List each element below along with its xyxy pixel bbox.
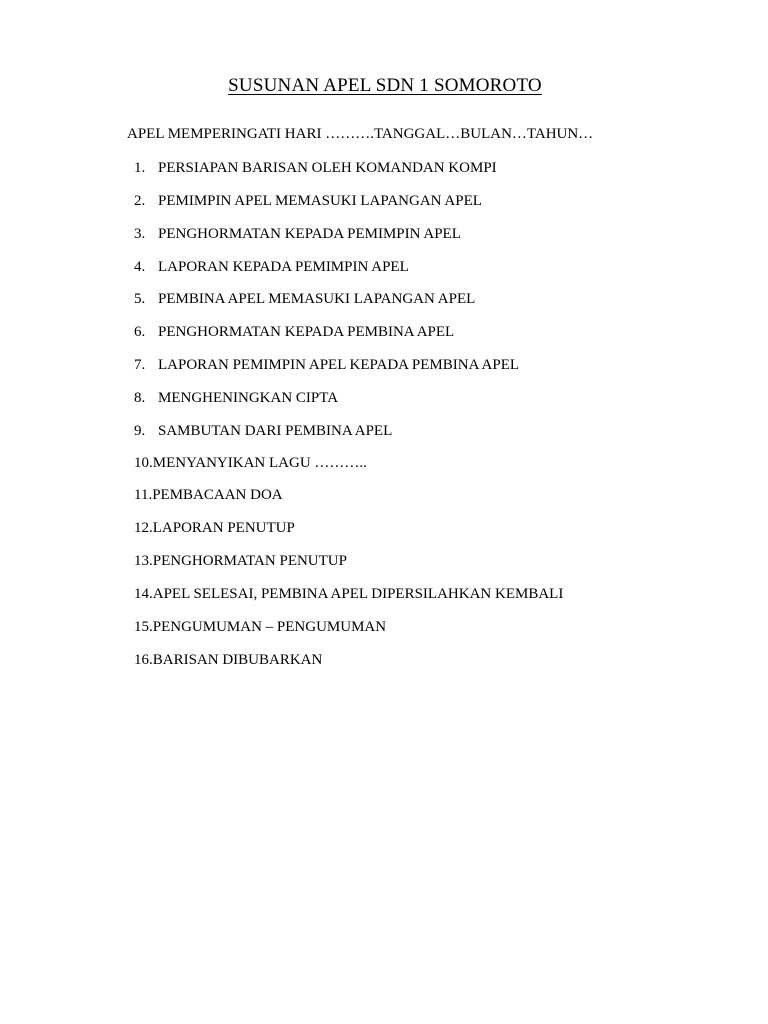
agenda-item-number: 14. (134, 586, 153, 602)
agenda-item (134, 485, 283, 505)
agenda-item-text: PENGHORMATAN KEPADA PEMIMPIN APEL (158, 226, 461, 242)
agenda-item-text: PEMBACAAN DOA (152, 487, 283, 503)
agenda-item-number: 5. (134, 291, 146, 307)
agenda-item-number: 1. (134, 160, 146, 176)
agenda-item (134, 322, 454, 342)
page-title: SUSUNAN APEL SDN 1 SOMOROTO (228, 75, 542, 96)
agenda-item-number: 10. (134, 455, 153, 471)
agenda-item (134, 257, 409, 277)
agenda-item-number: 16. (134, 652, 153, 668)
agenda-item-text: PENGUMUMAN – PENGUMUMAN (152, 619, 387, 635)
agenda-item-text: PEMIMPIN APEL MEMASUKI LAPANGAN APEL (158, 193, 482, 209)
agenda-item-number: 13. (134, 553, 153, 569)
agenda-item-number: 11. (134, 487, 153, 503)
agenda-item-number: 4. (134, 259, 146, 275)
agenda-item-number: 3. (134, 226, 146, 242)
agenda-item (134, 224, 461, 244)
agenda-item-text: PEMBINA APEL MEMASUKI LAPANGAN APEL (158, 291, 476, 307)
agenda-item (134, 388, 338, 408)
agenda-item-text: PENGHORMATAN KEPADA PEMBINA APEL (158, 324, 455, 340)
agenda-item (134, 584, 563, 604)
agenda-item (134, 453, 367, 473)
agenda-item-text: PENGHORMATAN PENUTUP (152, 553, 347, 569)
agenda-item (134, 289, 475, 309)
agenda-item (134, 617, 386, 637)
agenda-item (134, 355, 519, 375)
agenda-item-text: LAPORAN KEPADA PEMIMPIN APEL (158, 259, 409, 275)
agenda-item-text: LAPORAN PEMIMPIN APEL KEPADA PEMBINA APEL (158, 357, 520, 373)
agenda-item-text: LAPORAN PENUTUP (152, 520, 295, 536)
agenda-item (134, 421, 392, 441)
agenda-item-text: APEL SELESAI, PEMBINA APEL DIPERSILAHKAN KEMBALI (152, 586, 564, 602)
agenda-item-number: 7. (134, 357, 146, 373)
agenda-item-text: SAMBUTAN DARI PEMBINA APEL (158, 423, 393, 439)
agenda-item (134, 518, 295, 538)
agenda-item-number: 15. (134, 619, 153, 635)
agenda-item-text: MENGHENINGKAN CIPTA (158, 390, 339, 406)
agenda-item-number: 12. (134, 520, 153, 536)
agenda-item-number: 6. (134, 324, 146, 340)
agenda-item-text: BARISAN DIBUBARKAN (152, 652, 323, 668)
agenda-item-number: 9. (134, 423, 146, 439)
agenda-item (134, 551, 347, 571)
agenda-item-text: PERSIAPAN BARISAN OLEH KOMANDAN KOMPI (158, 160, 497, 176)
agenda-item-number: 2. (134, 193, 146, 209)
agenda-item-text: MENYANYIKAN LAGU ……….. (152, 455, 367, 471)
page-subtitle: APEL MEMPERINGATI HARI ……….TANGGAL…BULAN…TAHUN… (127, 126, 594, 142)
agenda-item (134, 650, 322, 670)
agenda-item-number: 8. (134, 390, 146, 406)
agenda-item (134, 158, 497, 178)
agenda-item (134, 191, 482, 211)
